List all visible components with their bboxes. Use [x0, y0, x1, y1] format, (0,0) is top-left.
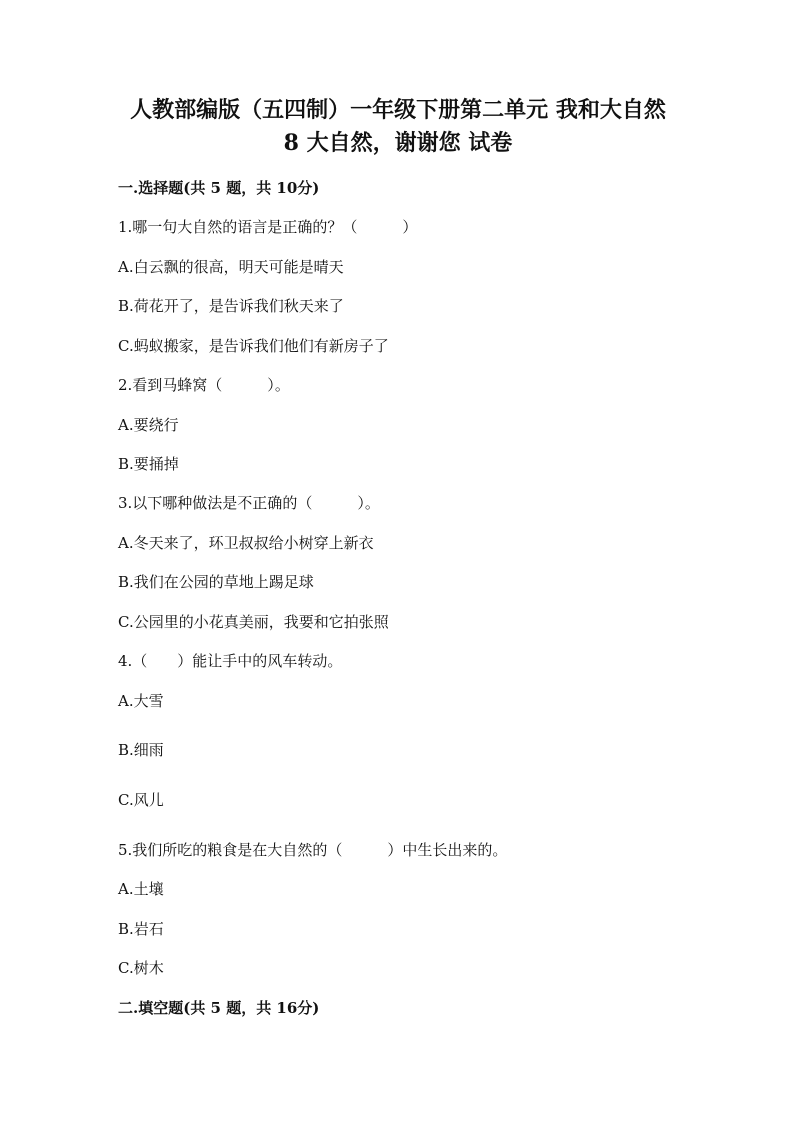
section-heading-fill-blank: 二.填空题(共 5 题，共 16分) [118, 999, 320, 1017]
question-stem: 1.哪一句大自然的语言是正确的？（ ） [118, 218, 418, 236]
option-b: B.我们在公园的草地上踢足球 [118, 573, 314, 591]
option-b: B.要捅掉 [118, 455, 179, 473]
question-stem: 5.我们所吃的粮食是在大自然的（ ）中生长出来的。 [118, 841, 508, 859]
option-c: C.公园里的小花真美丽，我要和它拍张照 [118, 613, 389, 631]
option-a: A.要绕行 [118, 416, 179, 434]
question-stem: 2.看到马蜂窝（ ）。 [118, 376, 290, 394]
option-b: B.岩石 [118, 920, 164, 938]
option-c: C.蚂蚁搬家，是告诉我们他们有新房子了 [118, 337, 389, 355]
option-b: B.荷花开了，是告诉我们秋天来了 [118, 297, 344, 315]
question-stem: 4.（ ）能让手中的风车转动。 [118, 652, 343, 670]
option-c: C.树木 [118, 959, 164, 977]
page-title: 人教部编版（五四制）一年级下册第二单元 我和大自然 8 大自然，谢谢您 试卷 [130, 97, 666, 156]
question-stem: 3.以下哪种做法是不正确的（ ）。 [118, 494, 380, 512]
option-a: A.大雪 [118, 692, 164, 710]
option-a: A.白云飘的很高，明天可能是晴天 [118, 258, 344, 276]
option-a: A.土壤 [118, 880, 164, 898]
option-c: C.风儿 [118, 791, 164, 809]
option-b: B.细雨 [118, 741, 164, 759]
option-a: A.冬天来了，环卫叔叔给小树穿上新衣 [118, 534, 374, 552]
section-heading-choice: 一.选择题(共 5 题，共 10分) [118, 179, 320, 197]
